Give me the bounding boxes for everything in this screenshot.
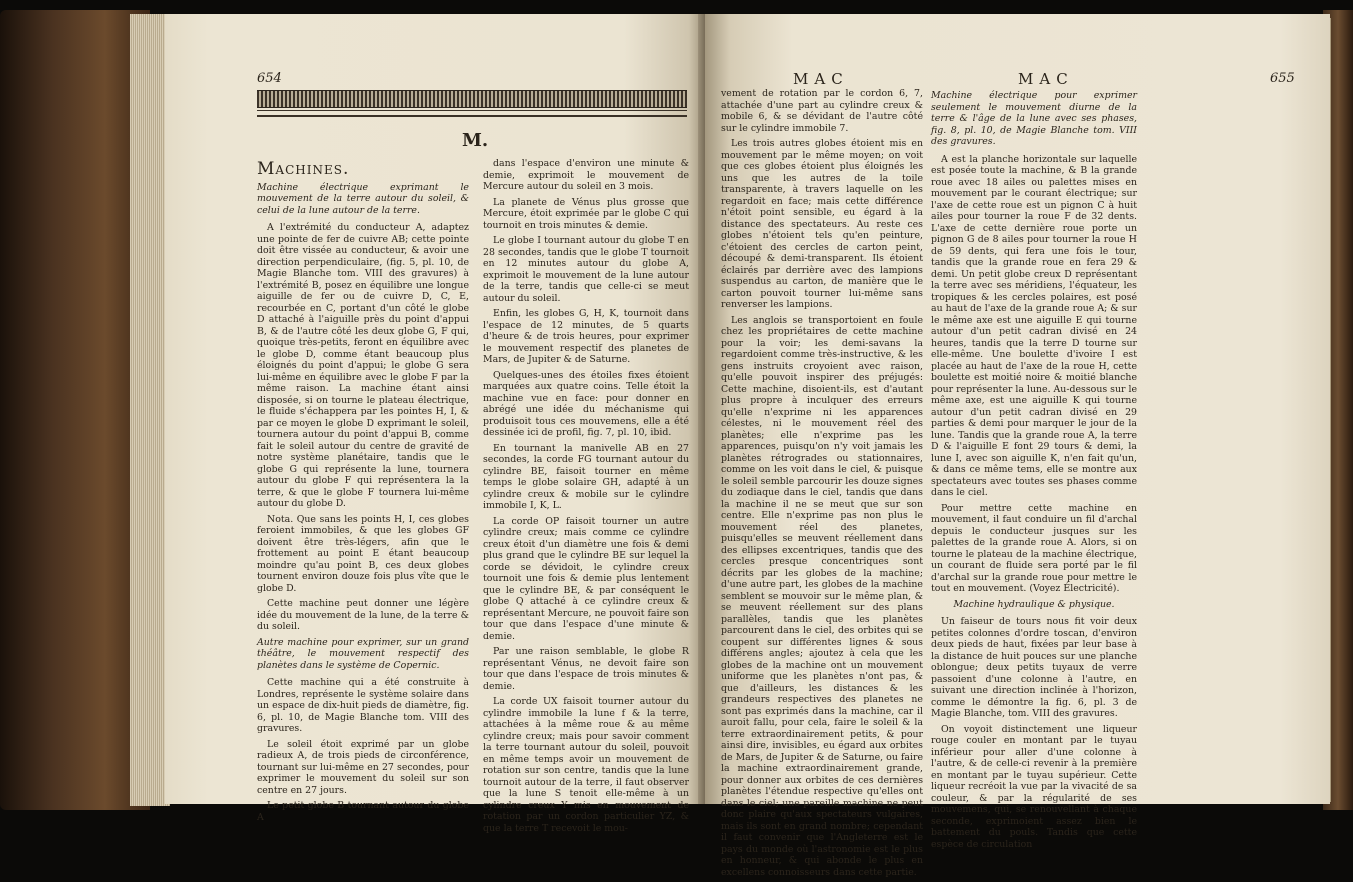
right-page	[705, 14, 1330, 878]
paragraph: La corde UX faisoit tourner autour du cylindre immobile la lune f & la terre, attachées à la même roue & au même cylindre creux; mais pour savoir comment la terre tournant autour du soleil, pouvoit en même temps avoir un mouvement de rotation sur son centre, tandis que la lune tournoit autour de la terre, il faut observer que la lune S tenoit elle-même à un cylindre creux Y mis en mouvement de rotation par un cordon particulier YZ, & que la terre T recevoit le mou-	[483, 696, 689, 834]
paragraph: Quelques-unes des étoiles fixes étoient marquées aux quatre coins. Telle étoit la machine vue en face: pour donner en abrégé une idée du méchanisme qui produisoit tous ces mouvemens, elle a été dessinée ici de profil, fig. 7, pl. 10, ibid.	[483, 369, 689, 438]
paragraph: La planete de Vénus plus grosse que Mercure, étoit exprimée par le globe C qui tournoit en trois minutes & demie.	[483, 196, 689, 231]
right-column-2	[931, 88, 1137, 854]
paragraph: Le soleil étoit exprimé par un globe radieux A, de trois pieds de circonférence, tournant sur lui-même en 27 secondes, pour exprimer le mouvement du soleil sur son centre en 27 jours.	[257, 738, 469, 796]
book-cover-left	[0, 10, 150, 810]
paragraph: A l'extrémité du conducteur A, adaptez une pointe de fer de cuivre AB; cette pointe doit être vissée au conducteur, & avoir une direction perpendiculaire, (fig. 5, pl. 10, de Magie Blanche tom. VIII des gravures) à l'extrémité B, posez en équilibre une longue aiguille de fer ou de cuivre D, C, E, recourbée en C, portant d'un côté le globe D attaché à l'aiguille près du point d'appui B, & de l'autre côté les deux globe G, F qui, quoique très-petits, feront en équilibre avec le globe D, comme étant beaucoup plus éloignés du point d'appui; le globe G sera lui-même en équilibre avec le globe F par la même raison. La machine étant ainsi disposée, si on tourne le plateau électrique, le fluide s'échappera par les pointes H, I, & par ce moyen le globe D exprimant le soleil, tournera autour du point d'appui B, comme fait le soleil autour du centre de gravité de notre système planétaire, tandis que le globe G qui représente la lune, tournera autour du globe F qui représentera la la terre, & que le globe F tournera lui-même autour du globe D.	[257, 222, 469, 509]
article-heading: Machine hydraulique & physique.	[953, 598, 1115, 610]
paragraph: Cette machine qui a été construite à Londres, représente le système solaire dans un espace de dix-huit pieds de diamètre, fig. 6, pl. 10, de Magie Blanche tom. VIII des gravures.	[257, 677, 469, 734]
paragraph: A est la planche horizontale sur laquelle est posée toute la machine, & B la grande roue avec 18 ailes ou palettes mises en mouvement par le courant électrique; sur l'axe de cette roue est un pignon C à huit ailes pour tourner la roue F de 32 dents. L'axe de cette dernière roue porte un pignon G de 8 ailes pour tourner la roue H de 59 dents, qui fera une fois le tour, tandis que la grande roue en fera 29 & demi. Un petit globe creux D représentant la terre avec ses méridiens, l'équateur, les tropiques & les cercles polaires, est posé au haut de l'axe de la grande roue A; & sur le même axe est une aiguille E qui tourne autour d'un petit cadran divisé en 24 heures, tandis que la terre D tourne sur elle-même. Une boulette d'ivoire I est placée au haut de l'axe de la roue H, cette boulette est moitié noire & moitié blanche pour représenter la lune. Au-dessous sur le même axe, est une aiguille K qui tourne autour d'un petit cadran divisé en 29 parties & demi pour marquer le jour de la lune. Tandis que la grande roue A, la terre D & l'aiguille E font 29 tours & demi, la lune I, avec son aiguille K, n'en fait qu'un, & dans ce même tems, elle se montre aux spectateurs avec toutes ses phases comme dans le ciel.	[931, 153, 1138, 498]
paragraph: La corde OP faisoit tourner un autre cylindre creux; mais comme ce cylindre creux étoit d'un diamètre une fois & demi plus grand que le cylindre BE sur lequel la corde se dévidoit, le cylindre creux tournoit une fois & demie plus lentement que le cylindre BE, & par conséquent le globe Q attaché à ce cylindre creux & représentant Mercure, ne pouvoit faire son tour que dans l'espace d'une minute & demie.	[483, 515, 690, 642]
article-heading: Autre machine pour exprimer, sur un grand théâtre, le mouvement respectif des planètes dans le système de Copernic.	[257, 636, 469, 671]
paragraph: Par une raison semblable, le globe R représentant Vénus, ne devoit faire son tour que dans l'espace de trois minutes & demie.	[483, 646, 689, 692]
paragraph: Les trois autres globes étoient mis en mouvement par le même moyen; on voit que ces globes étoient plus éloignés les uns que les autres de la toile transparente, à travers laquelle on les regardoit en face; mais cette différence n'étoit point sensible, eu égard à la distance des spectateurs. Au reste ces globes n'étoient tels qu'en peinture, c'étoient des cercles de carton peint, découpé & demi-transparent. Ils étoient éclairés par derrière avec des lampions suspendus au carton, de manière que le carton pouvoit tourner lui-même sans renverser les lampions.	[721, 138, 923, 310]
left-column-1	[257, 159, 469, 827]
paragraph: Un faiseur de tours nous fit voir deux petites colonnes d'ordre toscan, d'environ deux pieds de haut, fixées par leur base à la distance de huit pouces sur une planche oblongue; deux petits tuyaux de verre passoient d'une colonne à l'autre, en suivant une direction inclinée à l'horizon, comme le démontre la fig. 6, pl. 3 de Magie Blanche, tom. VIII des gravures.	[931, 616, 1137, 719]
paragraph: Pour mettre cette machine en mouvement, il faut conduire un fil d'archal depuis le conducteur jusques sur les palettes de la grande roue A. Alors, si on tourne le plateau de la machine électrique, un courant de fluide sera porté par le fil d'archal sur la grande roue pour mettre le tout en mouvement. (Voyez Électricité).	[931, 502, 1137, 594]
paragraph: vement de rotation par le cordon 6, 7, attachée d'une part au cylindre creux & mobile 6, & se dévidant de l'autre côté sur le cylindre immobile 7.	[721, 88, 923, 134]
decorative-band	[257, 90, 687, 108]
paragraph: En tournant la manivelle AB en 27 secondes, la corde FG tournant autour du cylindre BE, faisoit tourner en même temps le globe solaire GH, adapté à un cylindre creux & mobile sur le cylindre immobile I, K, L.	[483, 442, 689, 511]
paragraph: Enfin, les globes G, H, K, tournoit dans l'espace de 12 minutes, de 5 quarts d'heure & de trois heures, pour exprimer le mouvement respectif des planetes de Mars, de Jupiter & de Saturne.	[483, 308, 689, 365]
running-head-left: MAC	[793, 70, 849, 88]
left-page-number: 654	[257, 71, 282, 86]
article-heading: Machine électrique pour exprimer seulement le mouvement diurne de la terre & l'âge de la lune avec ses phases, fig. 8, pl. 10, de Magie Blanche tom. VIII des gravures.	[931, 90, 1137, 147]
right-column-1	[721, 88, 923, 882]
left-column-2	[483, 158, 689, 838]
paragraph: Cette machine peut donner une légère idée du mouvement de la lune, de la terre & du soleil.	[257, 598, 469, 632]
page-edges-left	[130, 14, 170, 806]
section-letter: M.	[462, 130, 489, 151]
paragraph: On voyoit distinctement une liqueur rouge couler en montant par le tuyau inférieur pour aller d'une colonne à l'autre, & de celle-ci revenir à la première en montant par le tuyau supérieur. Cette liqueur recréoit la vue par la vivacité de sa couleur, & par la régularité de ses mouvemens, qui, se renouvellant à chaque seconde, exprimoient assez bien le battement du pouls. Tandis que cette espèce de circulation	[931, 723, 1137, 850]
running-head-right: MAC	[1018, 70, 1074, 88]
left-page	[165, 14, 705, 834]
paragraph: Le globe I tournant autour du globe T en 28 secondes, tandis que le globe T tournoit en 12 minutes autour du globe A, exprimoit le mouvement de la lune autour de la terre, tandis que celle-ci se meut autour du soleil.	[483, 235, 689, 304]
paragraph: dans l'espace d'environ une minute & demie, exprimoit le mouvement de Mercure autour du soleil en 3 mois.	[483, 158, 689, 192]
paragraph: Les anglois se transportoient en foule chez les propriétaires de cette machine pour la voir; les demi-savans la regardoient comme très-instructive, & les gens instruits croyoient avec raison, qu'elle pouvoit inspirer des préjugés: Cette machine, disoient-ils, est d'autant plus propre à inculquer des erreurs qu'elle n'exprime ni les apparences célestes, ni le mouvement réel des planètes; elle n'exprime pas les apparences, puisqu'on n'y voit jamais les planètes rétrogrades ou stationnaires, comme on les voit dans le ciel, & puisque le soleil semble parcourir les douze signes du zodiaque dans le ciel, tandis que dans la machine il ne se meut que sur son centre. Elle n'exprime pas non plus le mouvement réel des planetes, puisqu'elles se meuvent réellement dans des ellipses excentriques, tandis que des cercles presque concentriques sont décrits par les globes de la machine; d'une autre part, les globes de la machine semblent se mouvoir sur le même plan, & se meuvent réellement sur des plans parallèles, tandis que les planètes parcourent dans le ciel, des orbites qui se coupent sur différentes lignes & sous différens angles; ajoutez à cela que les globes de la machine ont un mouvement uniforme que les planètes n'ont pas, & que d'ailleurs, les distances & les grandeurs respectives des planetes ne sont pas exprimés dans la machine, car il auroit fallu, pour cela, faire le soleil & la terre extraordinairement petits, & pour ainsi dire, invisibles, eu égard aux orbites de Mars, de Jupiter & de Saturne, ou faire la machine extraordinairement grande, pour donner aux orbites de ces dernières planètes l'étendue respective qu'elles ont dans le ciel; une pareille machine ne peut donc plaire qu'aux spectateurs vulgaires, mais ils sont en grand nombre; cependant il faut convenir que l'Angleterre est le pays du monde où l'astronomie est le plus en honneur, & qui abonde le plus en excellens connoisseurs dans cette partie.	[721, 314, 923, 878]
paragraph: Nota. Que sans les points H, I, ces globes feroient immobiles, & que les globes GF doivent être très-légers, afin que le frottement au point E étant beaucoup moindre qu'au point B, ces deux globes tournent environ douze fois plus vîte que le globe D.	[257, 513, 469, 594]
paragraph: Le petit globe B tournant autour du globe A	[257, 800, 469, 823]
article-heading: Machine électrique exprimant le mouvement de la terre autour du soleil, & celui de la lune autour de la terre.	[257, 181, 469, 216]
chapter-title: Machines.	[257, 159, 350, 179]
right-page-number: 655	[1270, 71, 1295, 86]
double-rule	[257, 110, 687, 117]
